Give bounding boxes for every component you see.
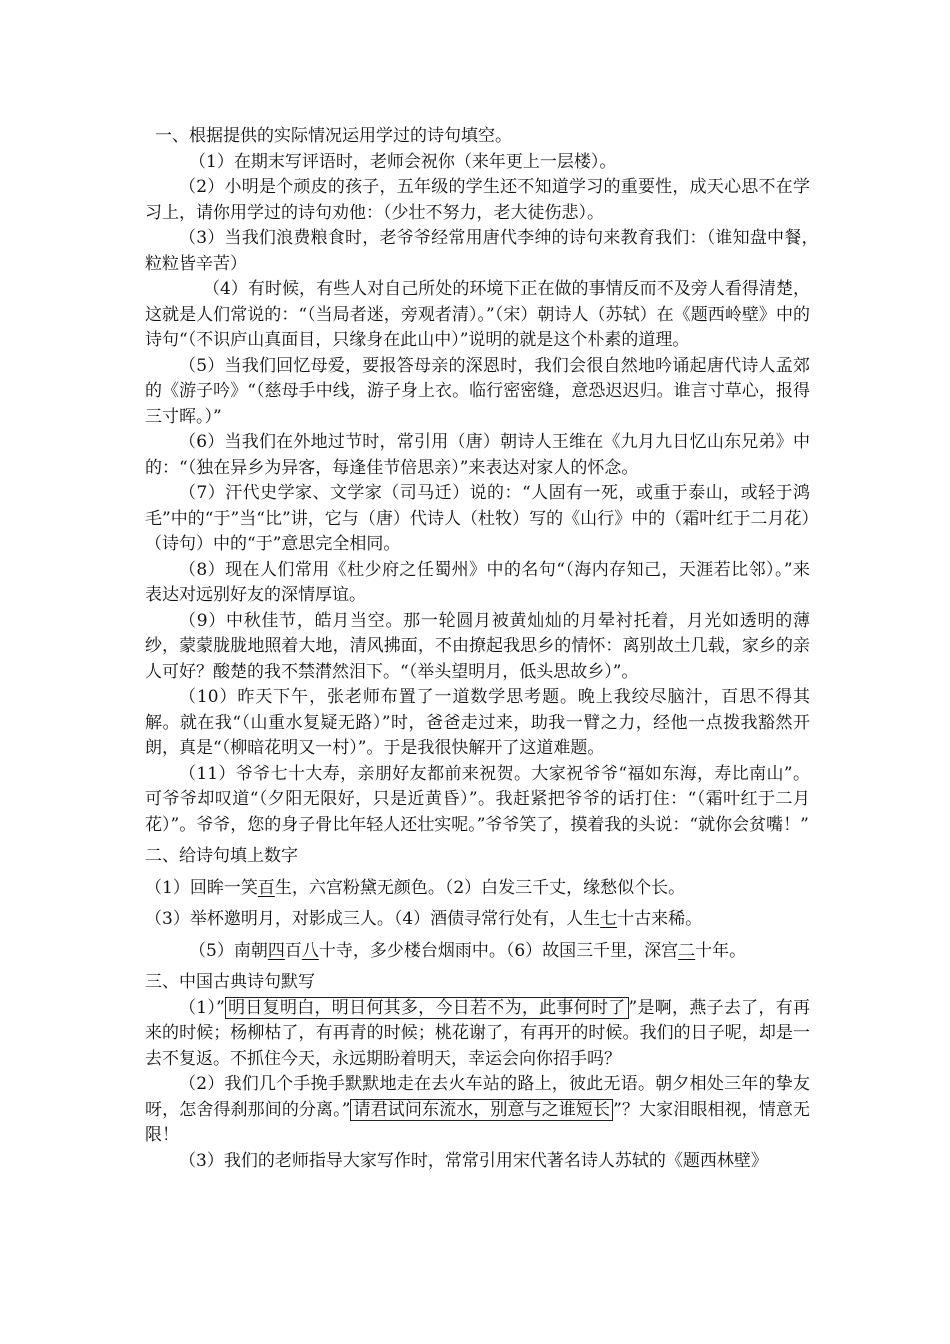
section-2-line-1: （1）回眸一笑百生，六宫粉黛无颜色。（2）白发三千丈，缘愁似个长。 — [145, 877, 686, 898]
section-1-title: 一、根据提供的实际情况运用学过的诗句填空。 — [155, 126, 512, 146]
fill-answer: 百 — [257, 877, 275, 898]
boxed-answer: 明日复明白，明日何其多，今日若不为，此事何时了 — [225, 997, 629, 1019]
section-3-item-2: （2）我们几个手挽手默默地走在去火车站的路上，彼此无语。朝夕相处三年的挚友呀，怎舍得刹那间的分离。” 请君试问东流水，别意与之谁短长 ”？大家泪眼相视，情意无限！ — [145, 1074, 810, 1145]
section-2-line-2: （3）举杯邀明月，对影成三人。（4）酒债寻常行处有，人生七十古来稀。 — [145, 909, 703, 929]
section-1-item-10: （10）昨天下午，张老师布置了一道数学思考题。晚上我绞尽脑汁，百思不得其解。就在我“（山重水复疑无路）”时，爸爸走过来，助我一臂之力，经他一点拨我豁然开朗，真是“（柳暗花明又一村）”。于是我很快解开了这道难题。 — [145, 687, 810, 758]
section-1-item-6: （6）当我们在外地过节时，常引用（唐）朝诗人王维在《九月九日忆山东兄弟》中的：“（独在异乡为异客，每逢佳节倍思亲）”来表达对家人的怀念。 — [145, 432, 810, 478]
section-1-item-2: （2）小明是个顽皮的孩子，五年级的学生还不知道学习的重要性，成天心思不在学习上，请你用学过的诗句劝他：（少壮不努力，老大徒伤悲）。 — [145, 177, 810, 223]
section-3-item-3: （3）我们的老师指导大家写作时，常常引用宋代著名诗人苏轼的《题西林壁》 — [179, 1150, 768, 1171]
fill-answer: 八 — [301, 940, 319, 961]
section-3-title: 三、中国古典诗句默写 — [145, 972, 315, 992]
section-1-item-1: （1）在期末写评语时，老师会祝你（来年更上一层楼）。 — [189, 151, 617, 172]
fill-answer: 四 — [267, 940, 285, 961]
section-1-item-11: （11）爷爷七十大寿，亲朋好友都前来祝贺。大家祝爷爷“福如东海，寿比南山”。可爷爷却叹道“（夕阳无限好，只是近黄昏）”。我赶紧把爷爷的话打住：“（霜叶红于二月花）”。爷爷，您的身子骨比年轻人还壮实呢。”爷爷笑了，摸着我的头说：“就你会贫嘴！” — [145, 763, 810, 835]
fill-answer: 七 — [600, 909, 618, 929]
section-1-item-5: （5）当我们回忆母爱，要报答母亲的深恩时，我们会很自然地吟诵起唐代诗人孟郊的《游子吟》“（慈母手中线，游子身上衣。临行密密缝，意恐迟迟归。谁言寸草心，报得三寸晖。）” — [145, 355, 810, 427]
section-1-item-9: （9）中秋佳节，皓月当空。那一轮圆月被黄灿灿的月晕衬托着，月光如透明的薄纱，蒙蒙胧胧地照着大地，清风拂面，不由撩起我思乡的情怀：离别故土几载，家乡的亲人可好？酸楚的我不禁潸然泪下。“（举头望明月，低头思故乡）”。 — [145, 610, 810, 682]
section-1-item-3: （3）当我们浪费粮食时，老爷爷经常用唐代李绅的诗句来教育我们：（谁知盘中餐， 粒粒皆辛苦） — [145, 228, 827, 274]
section-1-item-4: （4）有时候，有些人对自己所处的环境下正在做的事情反而不及旁人看得清楚，这就是人们常说的：“（当局者迷，旁观者清）。”（宋）朝诗人（苏轼）在《题西岭壁》中的诗句“（不识庐山真面目，只缘身在此山中）”说明的就是这个朴素的道理。 — [145, 279, 810, 350]
section-1-item-8: （8）现在人们常用《杜少府之任蜀州》中的名句“（海内存知己，天涯若比邻）。”来表达对远别好友的深情厚谊。 — [145, 559, 810, 605]
section-1-item-7: （7）汗代史学家、文学家（司马迁）说的：“人固有一死，或重于泰山，或轻于鸿毛”中的“于”当“比”讲，它与（唐）代诗人（杜牧）写的《山行》中的（霜叶红于二月花）（诗句）中的“于”意思完全相同。 — [145, 483, 810, 554]
section-3-item-1: （1）” 明日复明白，明日何其多，今日若不为，此事何时了 ”是啊，燕子去了，有再来的时候；杨柳枯了，有再青的时候；桃花谢了，有再开的时候。我们的日子呢，却是一去不复返。不抓住今天，永远期盼着明天，幸运会向你招手吗？ — [145, 997, 810, 1069]
section-2-title: 二、给诗句填上数字 — [145, 846, 298, 866]
document-body — [145, 124, 827, 1174]
section-2-lines — [145, 876, 810, 965]
fill-answer: 二 — [678, 940, 696, 961]
boxed-answer: 请君试问东流水，别意与之谁短长 — [350, 1099, 613, 1121]
section-2-line-3: （5）南朝四百八十寺，多少楼台烟雨中。（6）故国三千里，深宫二十年。 — [189, 940, 747, 961]
